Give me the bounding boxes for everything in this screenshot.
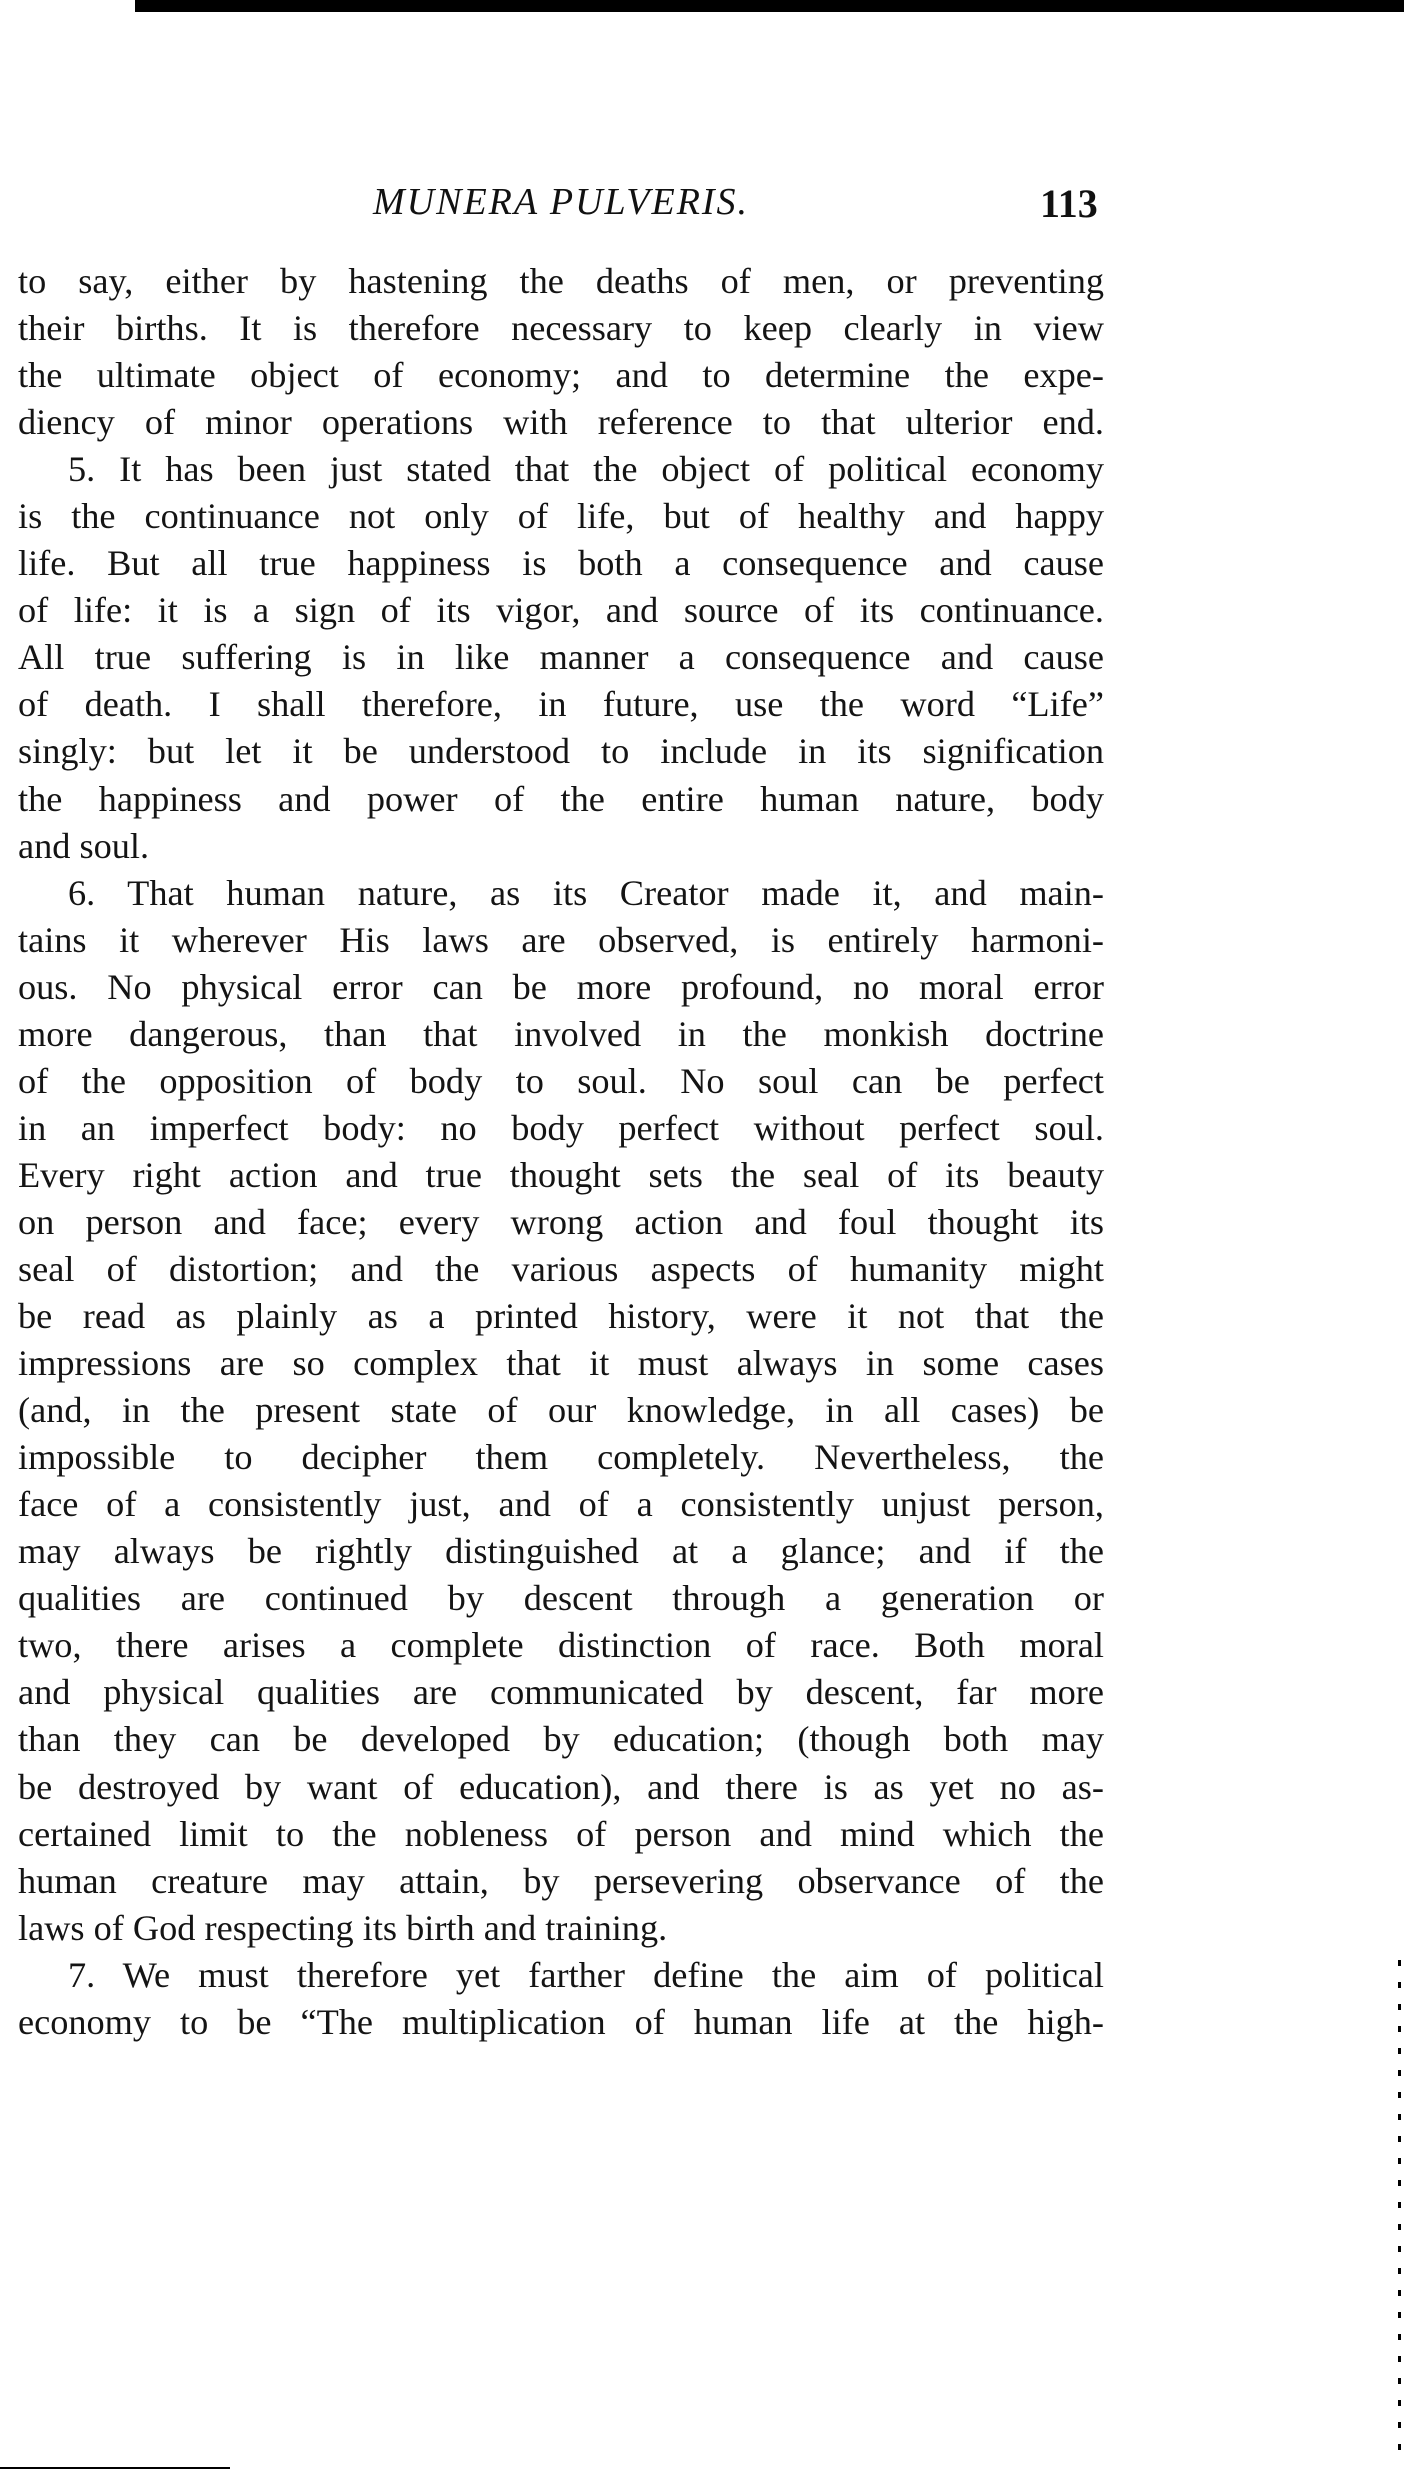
text-line: All true suffering is in like manner a consequence and cause xyxy=(18,637,1104,678)
text-line: ous. No physical error can be more profound, no moral error xyxy=(18,966,1104,1007)
paragraph-6-start: 6. That human nature, as its Creator made it, and main- xyxy=(68,872,1104,913)
text-line: life. But all true happiness is both a consequence and cause xyxy=(18,543,1104,584)
text-line: Every right action and true thought sets the seal of its beauty xyxy=(18,1154,1104,1195)
page-number: 113 xyxy=(1040,181,1098,226)
text-line: and physical qualities are communicated by descent, far more xyxy=(18,1672,1104,1713)
text-line: face of a consistently just, and of a consistently unjust person, xyxy=(18,1484,1104,1525)
text-line: singly: but let it be understood to include in its signification xyxy=(18,731,1104,772)
text-line: to say, either by hastening the deaths of men, or preventing xyxy=(18,261,1104,301)
page-edge-marks xyxy=(1398,1960,1401,2460)
text-line: (and, in the present state of our knowledge, in all cases) be xyxy=(18,1390,1104,1431)
text-line: certained limit to the nobleness of person and mind which the xyxy=(18,1813,1104,1854)
paragraph-7-start: 7. We must therefore yet farther define the aim of political xyxy=(68,1954,1104,1995)
running-title: MUNERA PULVERIS. xyxy=(373,181,750,223)
text-line: tains it wherever His laws are observed, is entirely harmoni- xyxy=(18,919,1104,960)
text-line: in an imperfect body: no body perfect without perfect soul. xyxy=(18,1107,1104,1148)
text-line: the ultimate object of economy; and to determine the expe- xyxy=(18,355,1104,396)
text-line: than they can be developed by education; (though both may xyxy=(18,1719,1104,1760)
text-line: economy to be “The multiplication of human life at the high- xyxy=(18,2001,1104,2042)
text-line: is the continuance not only of life, but of healthy and happy xyxy=(18,496,1104,537)
text-line: laws of God respecting its birth and training. xyxy=(18,1907,668,1948)
text-line: of life: it is a sign of its vigor, and source of its continuance. xyxy=(18,590,1104,631)
text-line: diency of minor operations with reference to that ulterior end. xyxy=(18,402,1104,443)
text-line: more dangerous, than that involved in the monkish doctrine xyxy=(18,1013,1104,1054)
text-line: be read as plainly as a printed history, were it not that the xyxy=(18,1296,1104,1337)
text-line: two, there arises a complete distinction of race. Both moral xyxy=(18,1625,1104,1666)
text-line: and soul. xyxy=(18,825,150,866)
text-line: may always be rightly distinguished at a glance; and if the xyxy=(18,1531,1104,1572)
text-line: of death. I shall therefore, in future, use the word “Life” xyxy=(18,684,1104,725)
paragraph-5-start: 5. It has been just stated that the object of political economy xyxy=(68,449,1104,490)
text-line: of the opposition of body to soul. No soul can be perfect xyxy=(18,1060,1104,1101)
bottom-edge-rule xyxy=(0,2467,230,2469)
text-line: on person and face; every wrong action and foul thought its xyxy=(18,1201,1104,1242)
text-line: human creature may attain, by persevering observance of the xyxy=(18,1860,1104,1901)
body-text xyxy=(18,258,1104,2046)
text-line: seal of distortion; and the various aspects of humanity might xyxy=(18,1248,1104,1289)
text-line: their births. It is therefore necessary to keep clearly in view xyxy=(18,308,1104,349)
text-line: the happiness and power of the entire human nature, body xyxy=(18,778,1104,819)
top-edge-rule xyxy=(135,0,1404,12)
text-line: qualities are continued by descent through a generation or xyxy=(18,1578,1104,1619)
running-header xyxy=(0,180,1404,230)
text-line: be destroyed by want of education), and there is as yet no as- xyxy=(18,1766,1104,1807)
text-line: impossible to decipher them completely. Nevertheless, the xyxy=(18,1437,1104,1478)
text-line: impressions are so complex that it must always in some cases xyxy=(18,1343,1104,1384)
